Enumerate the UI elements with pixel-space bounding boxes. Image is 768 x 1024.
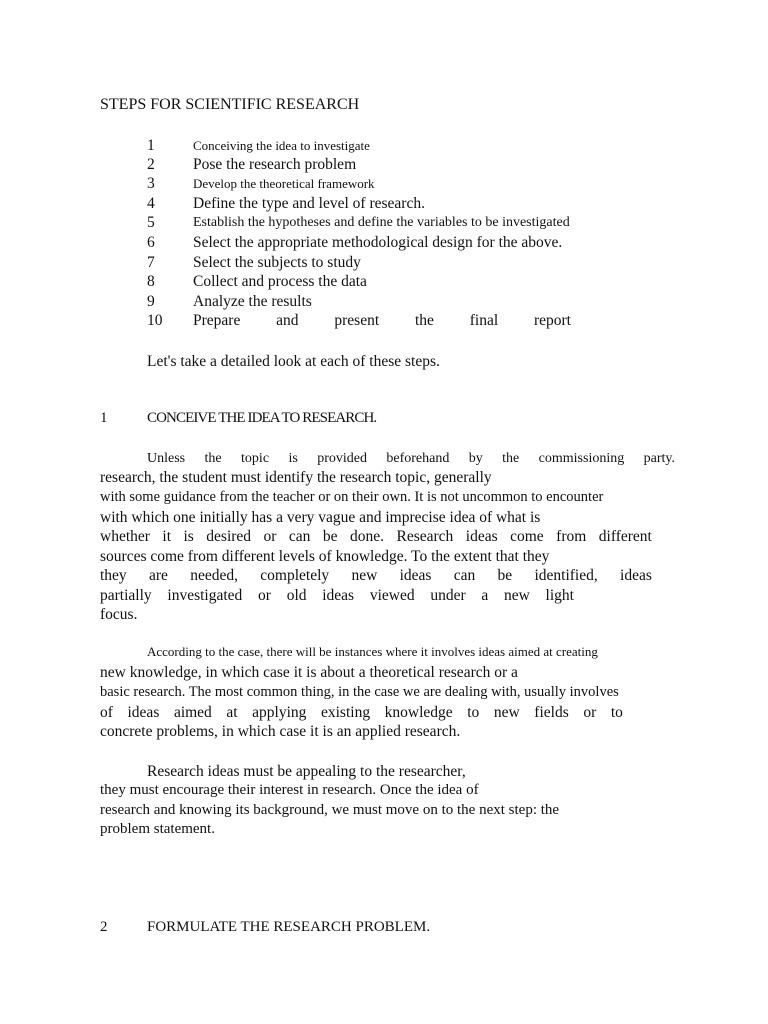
word: beforehand [386,451,450,466]
word: completely [260,567,330,584]
document-title: STEPS FOR SCIENTIFIC RESEARCH [100,96,360,113]
word: of [100,704,113,721]
word: the [204,451,222,466]
step-number: 4 [147,195,155,212]
word: aimed [173,704,212,721]
word: new [493,704,520,721]
step-number: 8 [147,273,155,290]
step-number: 10 [147,312,163,329]
word: ideas [322,587,355,604]
text-line: sources come from different levels of knowledge. To the extent that they [100,548,550,565]
word: viewed [369,587,415,604]
section-number: 2 [100,919,108,935]
word: from [556,528,587,545]
word: under [430,587,466,604]
section-heading: CONCEIVE THE IDEA TO RESEARCH. [147,410,377,426]
word: ideas [399,567,432,584]
justified-line [147,452,675,466]
word: ideas [620,567,652,584]
word: light [545,587,574,604]
text-line: new knowledge, in which case it is about a theoretical research or a [100,664,518,681]
word: is [288,451,298,466]
step-word: present [334,312,380,329]
word: fields [534,704,569,721]
text-line: basic research. The most common thing, in the case we are dealing with, usually involves [100,684,619,700]
step-text: Collect and process the data [193,273,367,290]
word: the [502,451,520,466]
justified-line [100,588,574,604]
word: desired [206,528,252,545]
step-number: 7 [147,254,155,271]
word: commissioning [538,451,625,466]
word: are [148,567,168,584]
step-number: 3 [147,175,155,192]
word: to [467,704,480,721]
word: old [286,587,307,604]
step-text: Develop the theoretical framework [193,176,375,191]
text-line: research, the student must identify the research topic, generally [100,469,492,486]
word: needed, [190,567,238,584]
step-word: the [414,312,434,329]
text-line: focus. [100,606,138,623]
word: done. [350,528,385,545]
word: Research [396,528,454,545]
word: topic [241,451,270,466]
word: or [583,704,597,721]
word: knowledge [384,704,453,721]
word: provided [317,451,367,466]
text-line: Research ideas must be appealing to the researcher, [147,763,466,780]
text-line: with which one initially has a very vague and imprecise idea of what is [100,509,541,526]
word: different [598,528,652,545]
text-line: According to the case, there will be instances where it involves ideas aimed at creating [147,644,598,659]
word: at [226,704,238,721]
step-number: 5 [147,214,155,231]
word: new [503,587,530,604]
step-text: Pose the research problem [193,156,357,173]
text-line: research and knowing its background, we must move on to the next step: the [100,802,560,818]
word: partially [100,587,152,604]
word: whether [100,528,150,545]
step-text: Select the appropriate methodological design for the above. [193,234,563,251]
word: is [183,528,194,545]
word: new [351,567,378,584]
step-word: Prepare [193,312,241,329]
word: a [481,587,489,604]
word: ideas [465,528,498,545]
word: can [288,528,311,545]
intro-text: Let's take a detailed look at each of these steps. [147,353,440,370]
word: party. [643,451,675,466]
word: by [468,451,483,466]
step-text: Analyze the results [193,293,312,310]
justified-line [100,705,623,721]
step-text: Select the subjects to study [193,254,361,271]
step-text: Conceiving the idea to investigate [193,138,370,153]
step-text: Establish the hypotheses and define the variables to be investigated [193,215,570,230]
step-number: 1 [147,137,155,154]
step-number: 2 [147,156,155,173]
step-word: and [276,312,299,329]
word: or [263,528,277,545]
justified-line [100,529,652,545]
step-number: 6 [147,234,155,251]
section-number: 1 [100,410,108,426]
word: they [100,567,127,584]
word: to [610,704,623,721]
text-line: they must encourage their interest in research. Once the idea of [100,782,479,798]
section-heading: FORMULATE THE RESEARCH PROBLEM. [147,919,431,935]
text-line: problem statement. [100,821,215,837]
justified-line [100,568,652,584]
word: can [453,567,476,584]
step-word: final [469,312,499,329]
step-text: Define the type and level of research. [193,195,425,212]
word: be [322,528,338,545]
word: Unless [147,451,186,466]
word: or [258,587,271,604]
text-line: concrete problems, in which case it is an applied research. [100,723,461,740]
step-number: 9 [147,293,155,310]
step-text-justified [193,313,571,329]
word: come [510,528,544,545]
text-line: with some guidance from the teacher or on their own. It is not uncommon to encounter [100,489,604,505]
word: applying [252,704,307,721]
word: ideas [127,704,160,721]
word: be [497,567,513,584]
word: it [162,528,172,545]
word: investigated [167,587,243,604]
word: existing [320,704,371,721]
word: identified, [534,567,598,584]
step-word: report [533,312,571,329]
